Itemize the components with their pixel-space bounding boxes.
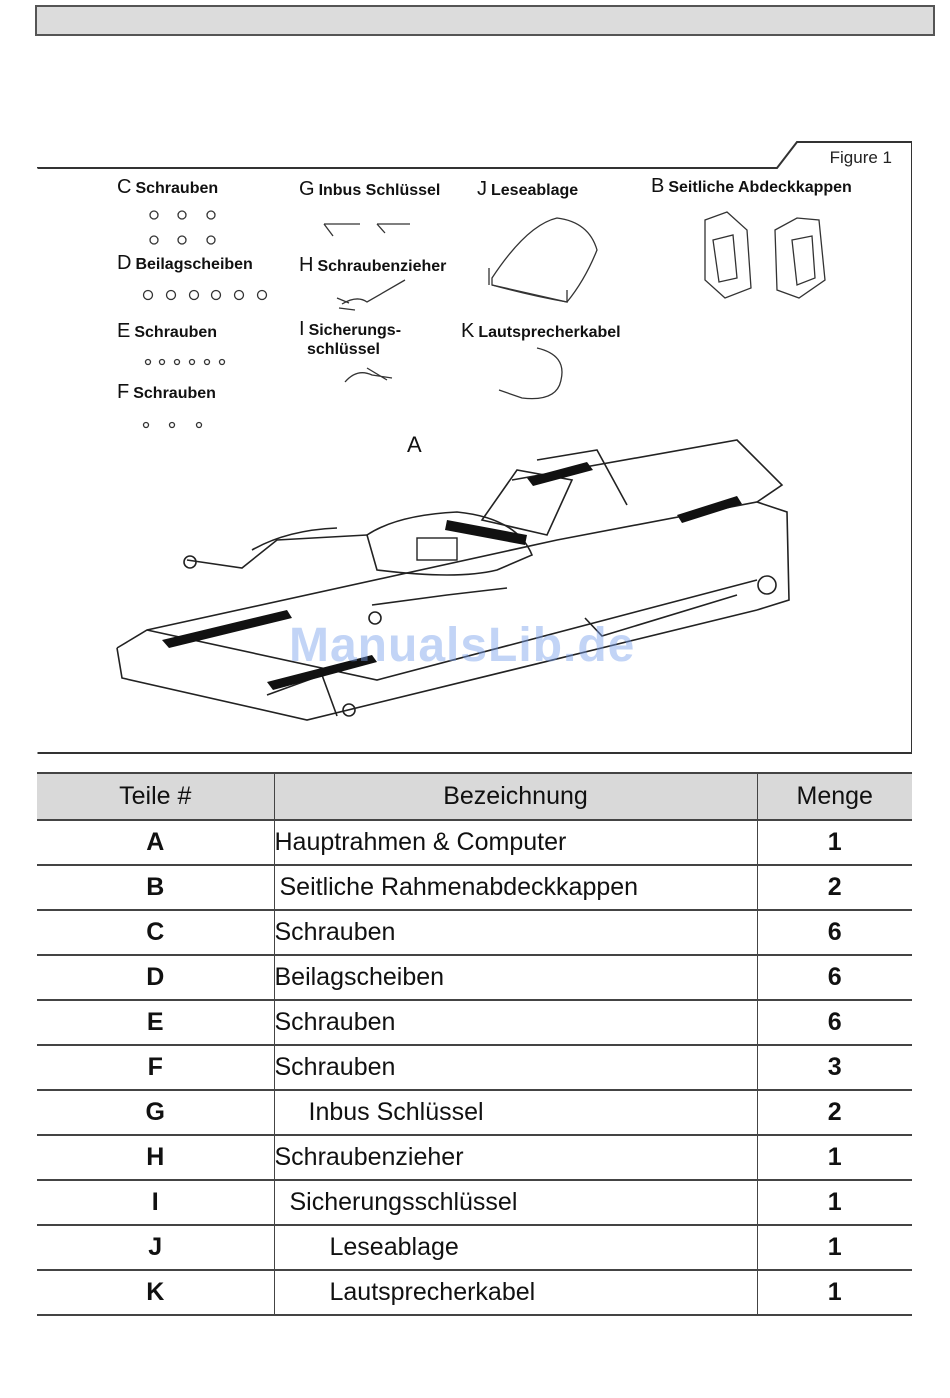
part-qty: 2 (757, 1090, 912, 1135)
part-id: J (37, 1225, 274, 1270)
part-name: Sicherungsschlüssel (274, 1180, 757, 1225)
part-name: Hauptrahmen & Computer (274, 820, 757, 865)
part-label-f: F Schrauben (117, 381, 216, 403)
header-description: Bezeichnung (274, 773, 757, 820)
table-row (37, 865, 912, 910)
part-name: Seitliche Rahmenabdeckkappen (274, 865, 757, 910)
part-qty: 1 (757, 1135, 912, 1180)
part-label-g: G Inbus Schlüssel (299, 178, 441, 200)
part-label-e: E Schrauben (117, 320, 218, 342)
part-name: Schrauben (274, 1045, 757, 1090)
header-bar (35, 5, 935, 36)
part-id: C (37, 910, 274, 955)
part-id: K (37, 1270, 274, 1315)
table-row (37, 1000, 912, 1045)
watermark: ManualsLib.de (289, 619, 636, 672)
header-part-number: Teile # (37, 773, 274, 820)
part-id: I (37, 1180, 274, 1225)
table-row (37, 1135, 912, 1180)
part-name: Schraubenzieher (274, 1135, 757, 1180)
part-name: Leseablage (274, 1225, 757, 1270)
part-label-c: C Schrauben (117, 176, 219, 198)
part-qty: 6 (757, 955, 912, 1000)
figure-caption: Figure 1 (829, 148, 892, 167)
header-quantity: Menge (757, 773, 912, 820)
part-label-i: I Sicherungs- schlüssel (299, 318, 402, 358)
part-id: D (37, 955, 274, 1000)
part-qty: 6 (757, 910, 912, 955)
part-id: H (37, 1135, 274, 1180)
part-qty: 3 (757, 1045, 912, 1090)
table-row (37, 820, 912, 865)
part-id: G (37, 1090, 274, 1135)
part-id: B (37, 865, 274, 910)
part-label-k: K Lautsprecherkabel (461, 320, 621, 342)
main-frame-label: A (407, 432, 422, 457)
table-row (37, 1180, 912, 1225)
part-name: Schrauben (274, 910, 757, 955)
part-id: E (37, 1000, 274, 1045)
part-qty: 1 (757, 1270, 912, 1315)
part-label-d: D Beilagscheiben (117, 252, 253, 274)
parts-figure (37, 140, 912, 754)
table-row (37, 1045, 912, 1090)
part-name: Lautsprecherkabel (274, 1270, 757, 1315)
part-id: A (37, 820, 274, 865)
parts-table (37, 772, 912, 1316)
table-header-row (37, 773, 912, 820)
part-qty: 1 (757, 1180, 912, 1225)
part-qty: 6 (757, 1000, 912, 1045)
part-label-b: B Seitliche Abdeckkappen (651, 175, 852, 197)
part-qty: 1 (757, 1225, 912, 1270)
part-name: Inbus Schlüssel (274, 1090, 757, 1135)
table-row (37, 1090, 912, 1135)
part-name: Beilagscheiben (274, 955, 757, 1000)
part-label-j: J Leseablage (477, 178, 579, 200)
part-name: Schrauben (274, 1000, 757, 1045)
table-row (37, 910, 912, 955)
part-qty: 2 (757, 865, 912, 910)
table-row (37, 1225, 912, 1270)
part-label-h: H Schraubenzieher (299, 254, 447, 276)
table-row (37, 955, 912, 1000)
part-id: F (37, 1045, 274, 1090)
part-qty: 1 (757, 820, 912, 865)
table-row (37, 1270, 912, 1315)
